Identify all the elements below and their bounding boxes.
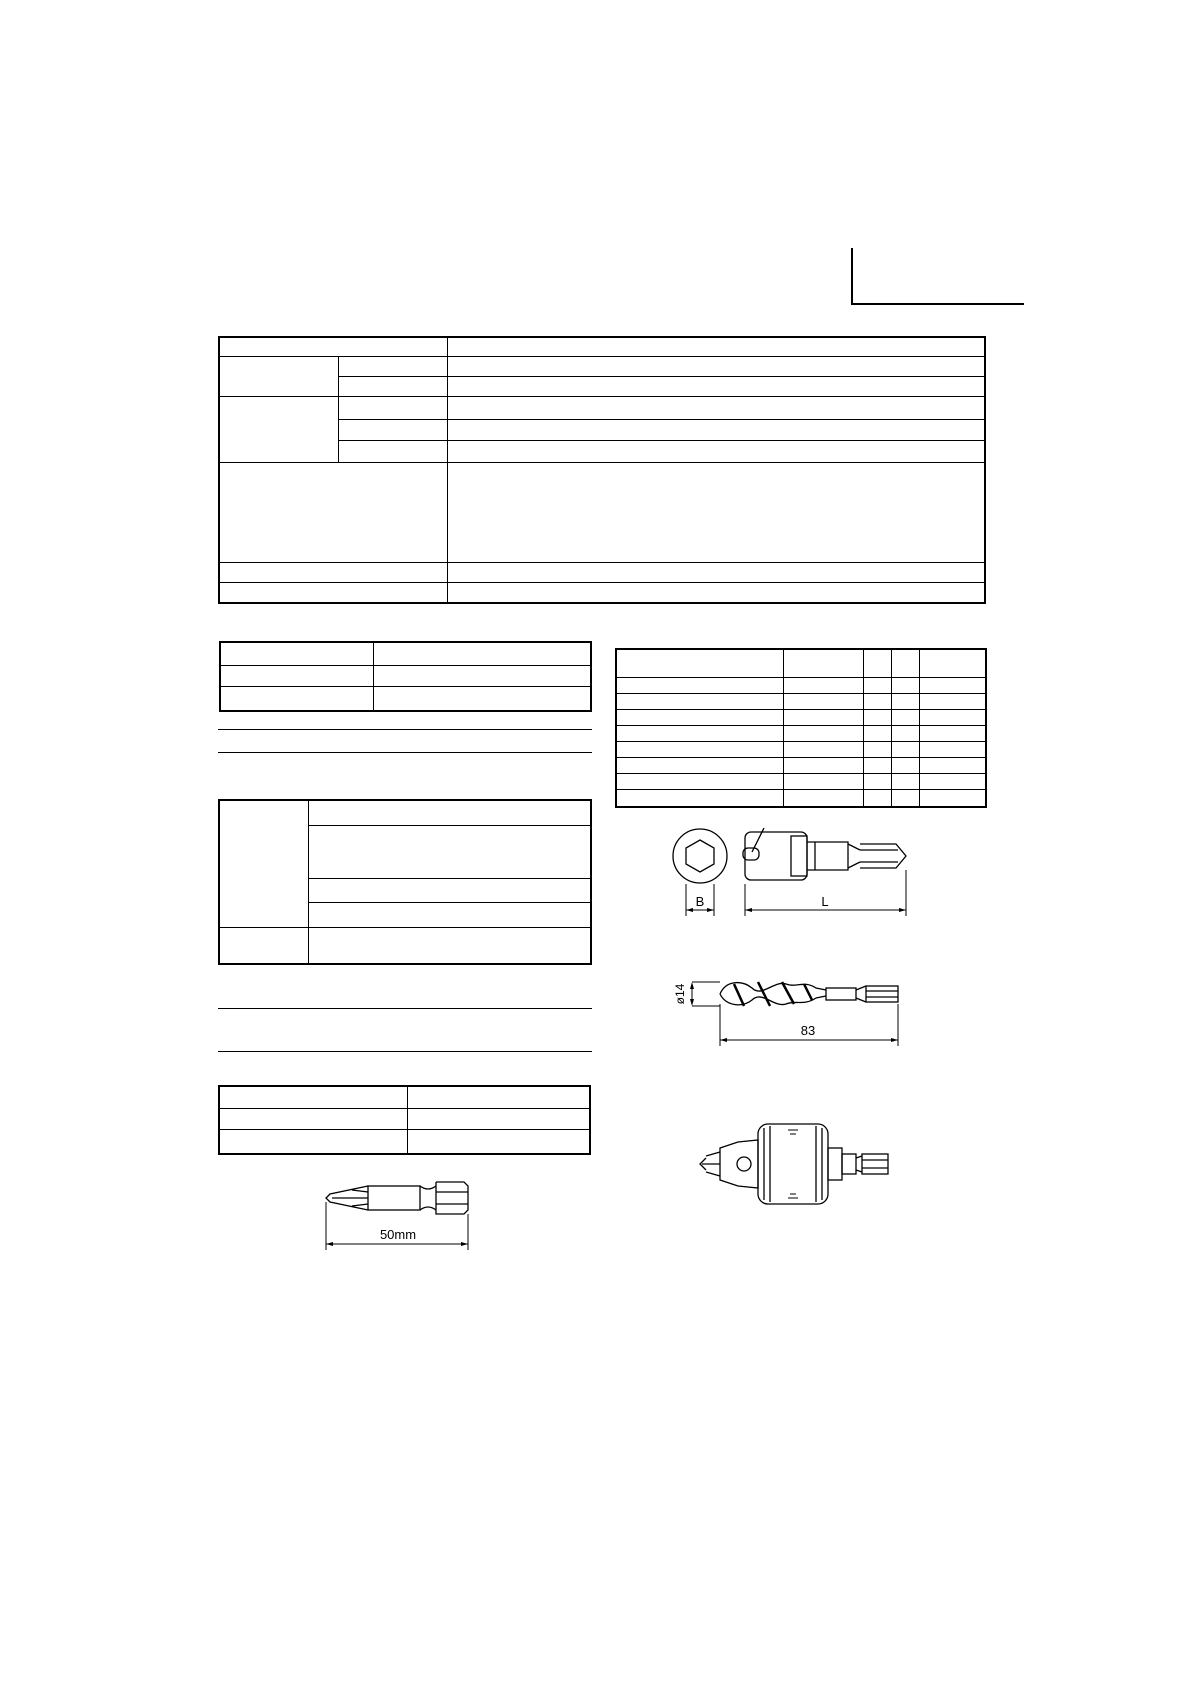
table-cell — [219, 396, 338, 462]
table-cell — [919, 725, 986, 741]
table-row — [220, 665, 591, 686]
table-cell — [891, 741, 919, 757]
table-cell — [447, 562, 985, 582]
wood-drill-bit-drawing — [670, 970, 910, 1050]
table-cell — [783, 773, 863, 789]
table-cell — [447, 440, 985, 462]
separator-line — [218, 729, 592, 730]
table-cell — [863, 709, 891, 725]
table-cell — [783, 709, 863, 725]
table-row — [219, 562, 985, 582]
table-cell — [891, 725, 919, 741]
table-cell — [616, 757, 783, 773]
table-cell — [863, 741, 891, 757]
table-cell — [219, 582, 447, 603]
screwdriver-bit-drawing — [322, 1168, 482, 1258]
table-cell — [863, 773, 891, 789]
table-row — [219, 396, 985, 419]
table-cell — [863, 725, 891, 741]
table-row — [616, 709, 986, 725]
table-cell — [919, 741, 986, 757]
table-cell — [616, 741, 783, 757]
dimension-label-diameter: ø14 — [673, 983, 687, 1005]
table-cell — [919, 693, 986, 709]
table-cell — [919, 773, 986, 789]
dimension-label-l: L — [821, 894, 829, 909]
separator-line — [218, 752, 592, 753]
left-table-2 — [218, 799, 592, 965]
table-cell — [373, 665, 591, 686]
table-cell — [783, 725, 863, 741]
table-row — [616, 649, 986, 677]
table-cell — [447, 376, 985, 396]
table-cell — [891, 677, 919, 693]
table-cell — [338, 356, 447, 376]
table-cell — [219, 1086, 407, 1108]
table-cell — [919, 709, 986, 725]
table-row — [219, 800, 591, 825]
dimension-label-b: B — [695, 894, 705, 909]
table-row — [616, 773, 986, 789]
table-cell — [338, 396, 447, 419]
corner-mark-horizontal — [851, 303, 1024, 305]
table-cell — [338, 376, 447, 396]
table-cell — [783, 677, 863, 693]
right-table — [615, 648, 987, 808]
table-cell — [219, 462, 447, 562]
table-cell — [407, 1086, 590, 1108]
table-row — [616, 677, 986, 693]
table-cell — [219, 356, 338, 396]
table-cell — [407, 1129, 590, 1154]
table-cell — [919, 757, 986, 773]
table-cell — [783, 649, 863, 677]
table-cell — [220, 642, 373, 665]
table-cell — [616, 789, 783, 807]
table-cell — [919, 789, 986, 807]
table-row — [616, 789, 986, 807]
table-row — [616, 725, 986, 741]
table-cell — [219, 562, 447, 582]
drill-chuck-drawing — [692, 1118, 902, 1208]
table-cell — [863, 789, 891, 807]
table-cell — [783, 757, 863, 773]
separator-line — [218, 1051, 592, 1052]
table-cell — [891, 773, 919, 789]
table-cell — [863, 693, 891, 709]
separator-line — [218, 1008, 592, 1009]
table-cell — [447, 582, 985, 603]
table-cell — [308, 927, 591, 964]
table-cell — [863, 677, 891, 693]
table-cell — [407, 1108, 590, 1129]
table-cell — [919, 649, 986, 677]
table-cell — [219, 800, 308, 927]
table-cell — [783, 741, 863, 757]
table-cell — [219, 927, 308, 964]
table-cell — [447, 337, 985, 356]
table-row — [219, 1129, 590, 1154]
table-cell — [616, 649, 783, 677]
dimension-label-length: 50mm — [379, 1227, 417, 1242]
table-cell — [308, 800, 591, 825]
table-cell — [919, 677, 986, 693]
table-cell — [373, 642, 591, 665]
table-cell — [863, 649, 891, 677]
table-row — [219, 927, 591, 964]
table-cell — [616, 725, 783, 741]
table-cell — [219, 337, 447, 356]
table-cell — [338, 419, 447, 440]
table-row — [616, 757, 986, 773]
corner-mark-vertical — [851, 248, 853, 304]
table-cell — [891, 649, 919, 677]
table-cell — [447, 419, 985, 440]
socket-adapter-drawing — [660, 820, 930, 920]
table-cell — [308, 878, 591, 902]
table-row — [219, 1108, 590, 1129]
table-cell — [891, 709, 919, 725]
table-cell — [863, 757, 891, 773]
table-cell — [219, 1108, 407, 1129]
left-table-1 — [219, 641, 592, 712]
table-cell — [220, 686, 373, 711]
table-row — [616, 741, 986, 757]
table-row — [219, 462, 985, 562]
table-row — [220, 642, 591, 665]
table-cell — [891, 789, 919, 807]
table-cell — [891, 693, 919, 709]
table-row — [219, 356, 985, 376]
table-cell — [373, 686, 591, 711]
table-cell — [783, 693, 863, 709]
specifications-table — [218, 336, 986, 604]
table-cell — [219, 1129, 407, 1154]
table-cell — [891, 757, 919, 773]
table-cell — [308, 902, 591, 927]
table-row — [219, 1086, 590, 1108]
table-cell — [616, 773, 783, 789]
table-cell — [220, 665, 373, 686]
dimension-label-length: 83 — [800, 1023, 816, 1038]
table-row — [220, 686, 591, 711]
table-cell — [783, 789, 863, 807]
table-cell — [338, 440, 447, 462]
table-cell — [616, 677, 783, 693]
table-cell — [616, 693, 783, 709]
table-row — [219, 337, 985, 356]
table-cell — [447, 462, 985, 562]
left-table-3 — [218, 1085, 591, 1155]
table-cell — [447, 356, 985, 376]
table-row — [219, 582, 985, 603]
table-cell — [308, 825, 591, 878]
table-row — [616, 693, 986, 709]
table-cell — [447, 396, 985, 419]
table-cell — [616, 709, 783, 725]
